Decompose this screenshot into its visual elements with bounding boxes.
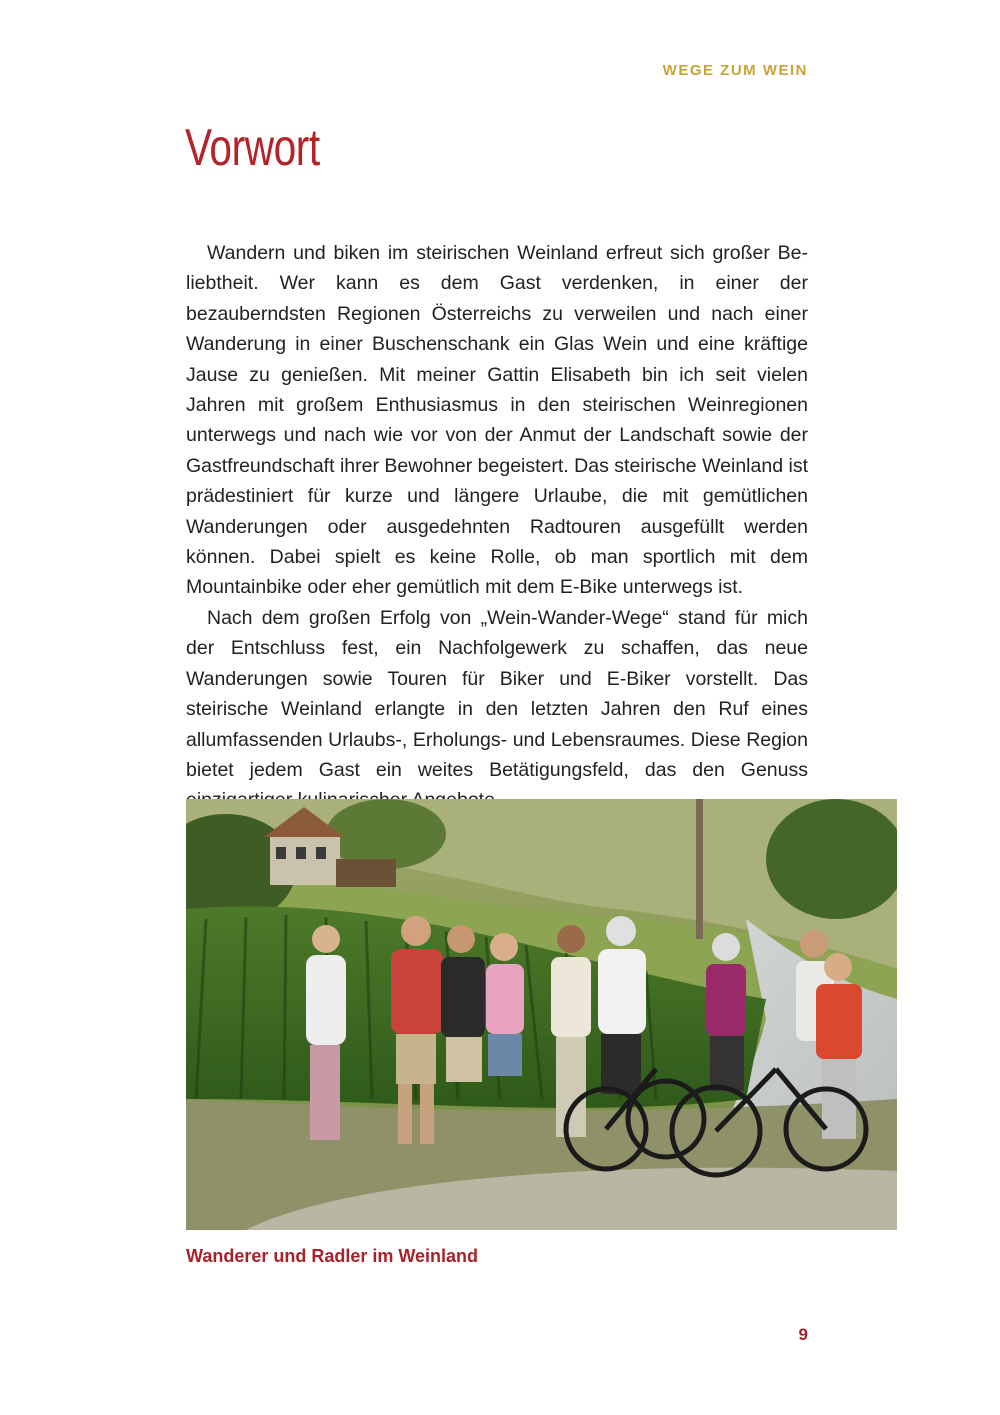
utility-pole [696,799,703,939]
body-text [186,238,808,816]
running-header: WEGE ZUM WEIN [662,62,808,79]
photo-caption: Wanderer und Radler im Weinland [186,1246,479,1266]
paragraph-2: Nach dem großen Erfolg von „Wein-Wander-Wege“ stand für mich der Entschluss fest, ein Nachfolgewerk zu schaffen, das neue Wanderungen sowie Touren für Biker und E-Biker vorstellt. Das steirische Weinland erlangte in den letzten Jahren den Ruf eines allumfassenden Urlaubs-, Erholungs- und Lebensraumes. Diese Region bietet jedem Gast ein weites Betätigungsfeld, das den Genuss [186,606,808,781]
page-number: 9 [798,1325,808,1344]
paragraph-1: Wandern und biken im steirischen Weinland erfreut sich großer Beliebtheit. Wer kann es dem Gast verdenken, in einer der bezauberndsten Regionen Österreichs zu verweilen und nach einer Wanderung in einer Buschenschank ein Glas Wein und eine kräftige Jause zu genießen. Mit meiner Gattin Elisabeth bin ich seit vielen Jahren mit großem Enthusiasmus in den steirischen Weinregionen unterwegs und nach wie vor von der Anmut der Landschaft sowie der Gastfreundschaft ihrer Bewohner begeistert. Das steirische Weinland ist prädestiniert für kurze und längere Urlaube, die mit gemütlichen Wanderungen oder ausgedehnten Radtouren ausgefüllt werden können. Dabei spielt es keine Rolle, ob man sportlich mit dem Mountainbike oder eher gemütlich mit dem E-Bike unterwegs ist. [186,242,808,599]
tree-cluster [326,799,446,869]
page-title: Vorwort [185,119,320,177]
group-photo [186,799,897,1230]
